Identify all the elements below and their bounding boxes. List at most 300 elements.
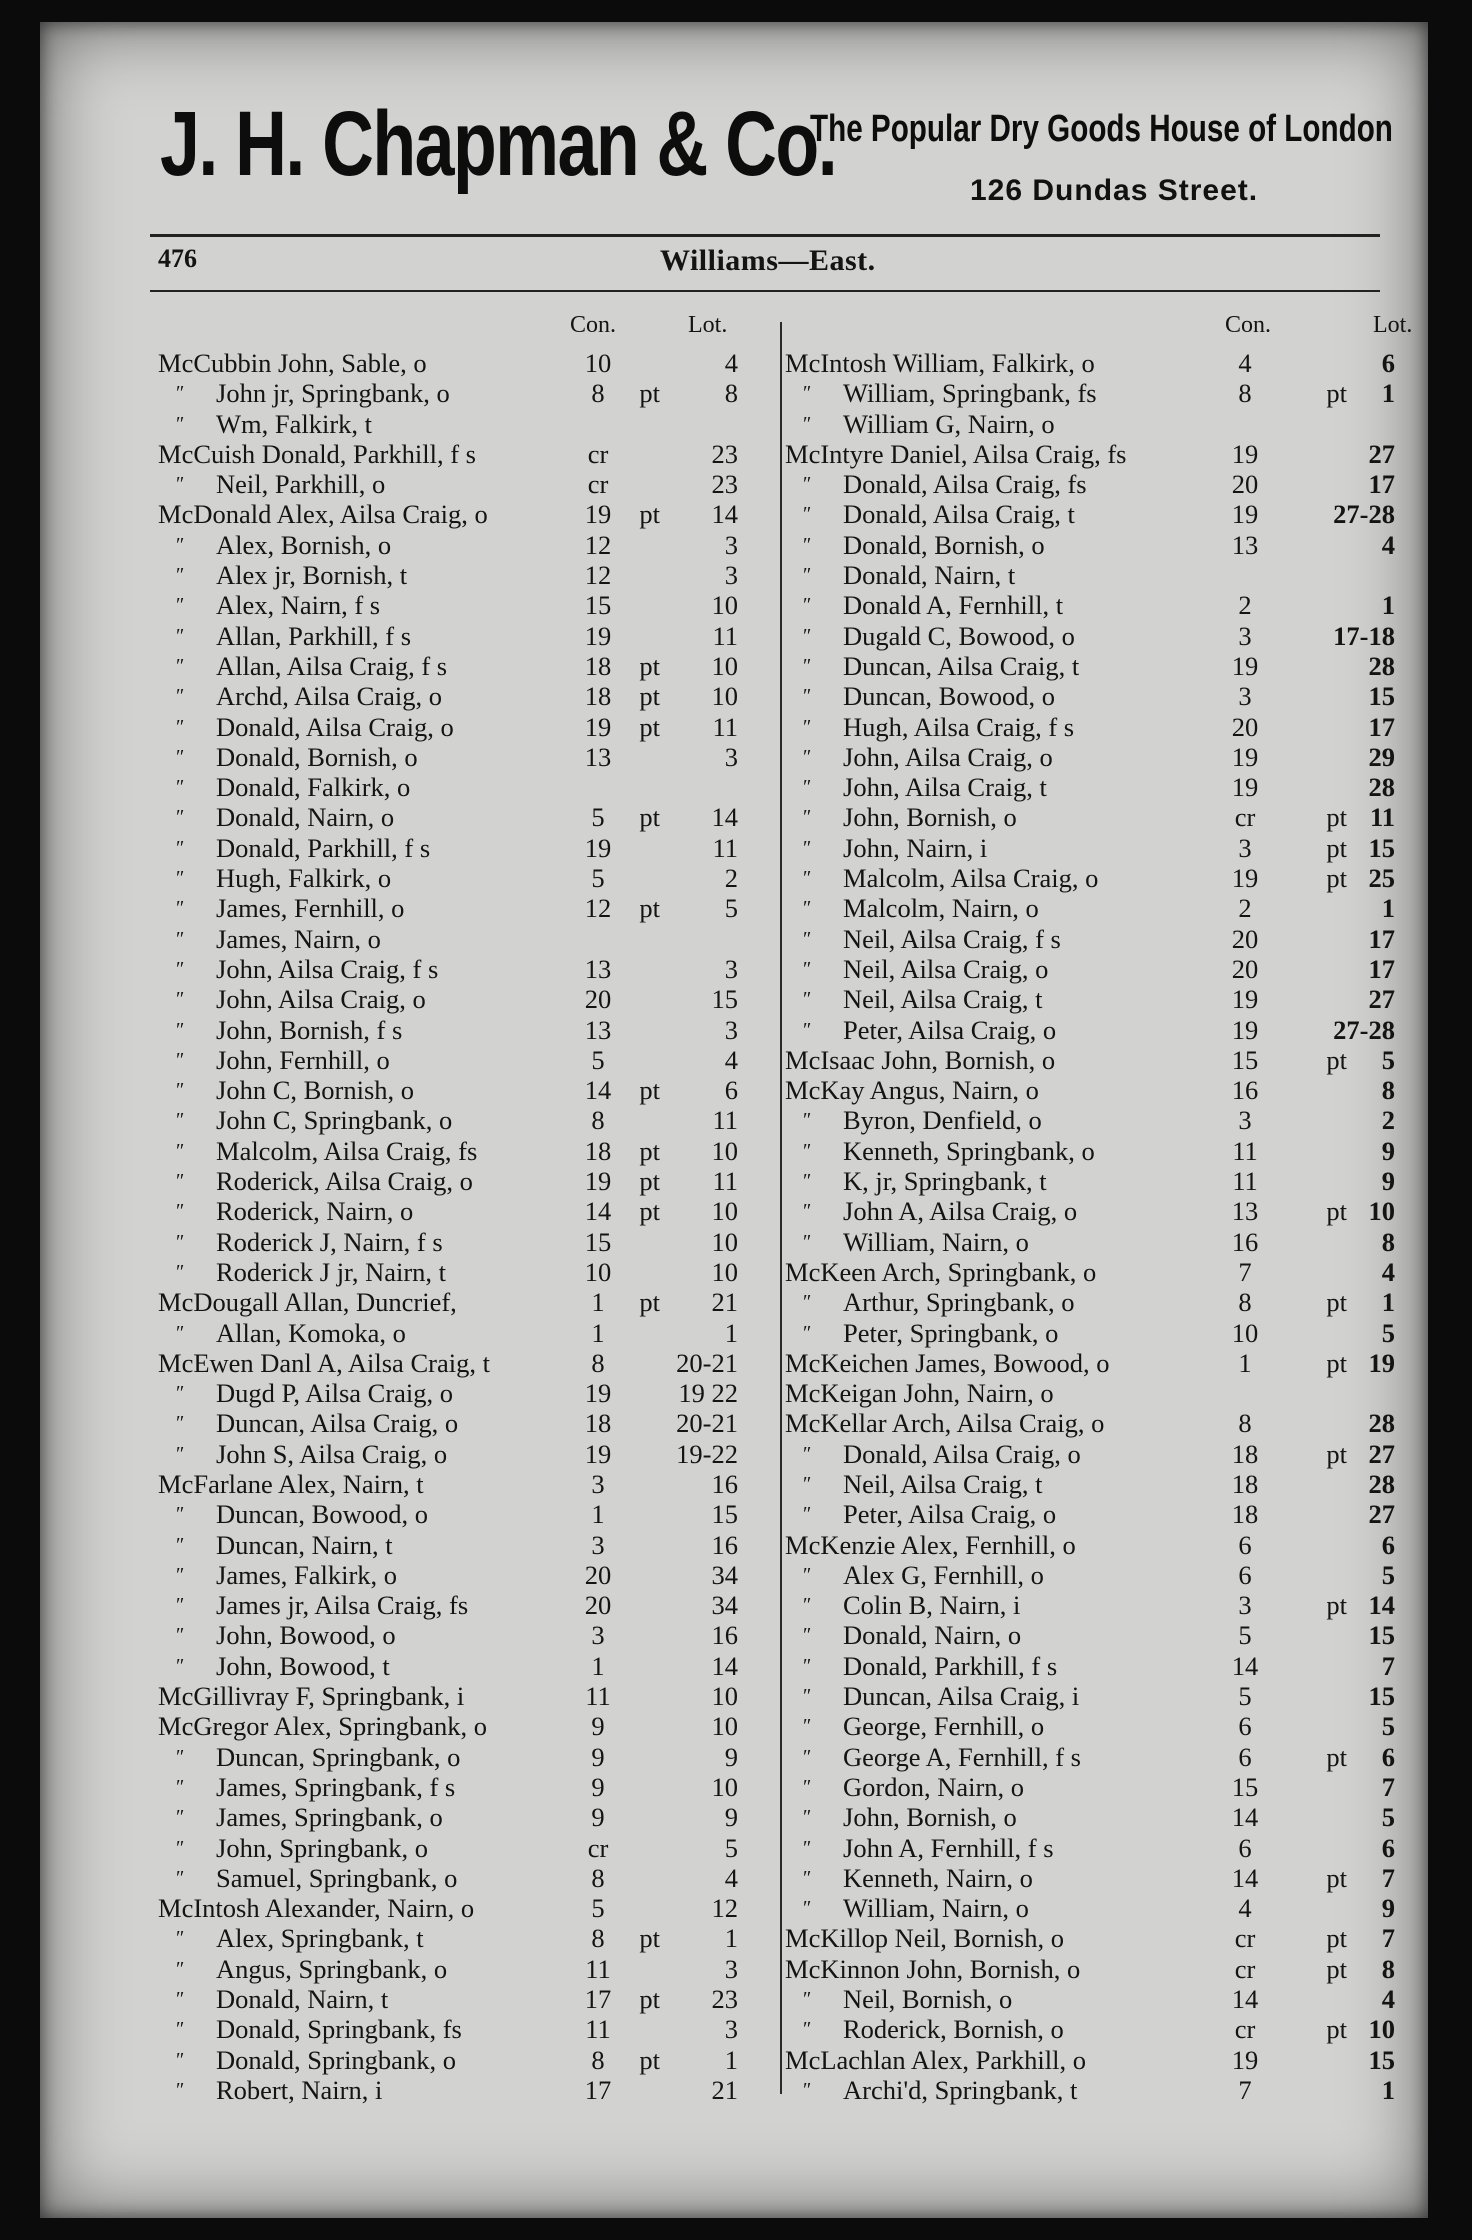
entry-name: ″ Dugd P, Ailsa Craig, o — [216, 1378, 453, 1408]
entry-concession: 11 — [585, 1681, 611, 1712]
lot-heading: Lot. — [688, 312, 728, 338]
entry-name: ″ James, Fernhill, o — [216, 893, 404, 923]
entry-name: ″ Alex G, Fernhill, o — [843, 1560, 1044, 1590]
entry-part: pt — [639, 711, 660, 742]
entry-concession: 8 — [591, 1347, 605, 1378]
directory-entry — [785, 1711, 1405, 1741]
entry-concession: 19 — [1231, 438, 1259, 469]
directory-entry — [785, 1105, 1405, 1135]
entry-lot: 27 — [1368, 1438, 1395, 1469]
directory-entry — [158, 1408, 778, 1438]
entry-lot: 15 — [1368, 1681, 1395, 1712]
entry-name: ″ James, Falkirk, o — [216, 1560, 397, 1590]
entry-name: ″ Donald, Nairn, t — [843, 560, 1015, 590]
entry-concession: 19 — [1231, 1014, 1259, 1045]
entry-lot: 1 — [1381, 590, 1395, 621]
advertisement-header — [160, 92, 1393, 232]
entry-lot: 10 — [1368, 2014, 1395, 2045]
entry-name: ″ Neil, Ailsa Craig, o — [843, 954, 1048, 984]
entry-concession: 1 — [1238, 1347, 1252, 1378]
advertiser-tagline: The Popular Dry Goods House of London — [810, 108, 1393, 150]
entry-name: ″ Donald, Nairn, t — [216, 1984, 388, 2014]
directory-entry — [158, 1560, 778, 1590]
directory-entry — [158, 1227, 778, 1257]
entry-name: ″ John S, Ailsa Craig, o — [216, 1439, 447, 1469]
entry-lot: 17 — [1368, 953, 1395, 984]
entry-concession: 15 — [584, 1226, 612, 1257]
entry-name: ″ Roderick J jr, Nairn, t — [216, 1257, 446, 1287]
entry-lot: 3 — [724, 529, 738, 560]
entry-lot: 1 — [724, 2044, 738, 2075]
directory-entry — [158, 1651, 778, 1681]
entry-lot: 6 — [1381, 1832, 1395, 1863]
entry-name: McIntyre Daniel, Ailsa Craig, fs — [785, 438, 1127, 469]
directory-page — [40, 22, 1428, 2218]
entry-lot: 16 — [711, 1529, 738, 1560]
entry-part: pt — [1326, 1044, 1347, 1075]
entry-lot: 4 — [724, 1044, 738, 1075]
entry-concession: 12 — [584, 529, 612, 560]
directory-entry — [158, 712, 778, 742]
entry-name: ″ Donald, Falkirk, o — [216, 772, 410, 802]
entry-name: ″ John, Ailsa Craig, o — [216, 984, 426, 1014]
entry-name: ″ Roderick, Nairn, o — [216, 1196, 413, 1226]
directory-entry — [158, 2045, 778, 2075]
entry-lot: 10 — [711, 1226, 738, 1257]
entry-concession: 3 — [591, 1468, 605, 1499]
directory-entry — [785, 1772, 1405, 1802]
entry-lot: 11 — [712, 1105, 738, 1136]
entry-concession: 17 — [584, 1984, 612, 2015]
directory-entry — [785, 1893, 1405, 1923]
entry-concession: 19 — [584, 711, 612, 742]
entry-name: McKinnon John, Bornish, o — [785, 1953, 1081, 1984]
entry-lot: 3 — [724, 2014, 738, 2045]
entry-name: ″ Hugh, Falkirk, o — [216, 863, 391, 893]
entry-name: ″ Donald, Parkhill, f s — [843, 1651, 1057, 1681]
directory-entry — [158, 1378, 778, 1408]
entry-name: ″ John, Ailsa Craig, t — [843, 772, 1047, 802]
entry-name: McGregor Alex, Springbank, o — [158, 1711, 487, 1742]
entry-concession: 3 — [1238, 620, 1252, 651]
entry-name: McKay Angus, Nairn, o — [785, 1075, 1039, 1106]
entry-name: ″ William, Nairn, o — [843, 1893, 1029, 1923]
entry-lot: 5 — [1381, 1559, 1395, 1590]
entry-part: pt — [1326, 1741, 1347, 1772]
directory-entry — [158, 1257, 778, 1287]
directory-entry — [785, 621, 1405, 651]
entry-name: ″ John jr, Springbank, o — [216, 378, 450, 408]
directory-entry — [785, 772, 1405, 802]
entry-name: ″ Archi'd, Springbank, t — [843, 2075, 1077, 2105]
entry-concession: 14 — [1231, 1862, 1259, 1893]
entry-concession: 1 — [591, 1287, 605, 1318]
entry-lot: 11 — [712, 620, 738, 651]
entry-name: ″ Alex jr, Bornish, t — [216, 560, 407, 590]
entry-lot: 15 — [711, 984, 738, 1015]
directory-entry — [785, 1923, 1405, 1953]
lot-heading: Lot. — [1373, 312, 1413, 338]
entry-concession: 15 — [584, 590, 612, 621]
entry-part: pt — [639, 1135, 660, 1166]
entry-lot: 7 — [1381, 1862, 1395, 1893]
entry-name: ″ William G, Nairn, o — [843, 409, 1055, 439]
entry-lot: 11 — [712, 1166, 738, 1197]
directory-entry — [158, 1893, 778, 1923]
right-entries — [785, 348, 1405, 2105]
con-heading: Con. — [1225, 312, 1272, 338]
entry-lot: 16 — [711, 1468, 738, 1499]
entry-part: pt — [1326, 1438, 1347, 1469]
entry-concession: 16 — [1231, 1075, 1259, 1106]
directory-entry — [785, 348, 1405, 378]
entry-lot: 2 — [724, 863, 738, 894]
entry-lot: 9 — [1381, 1166, 1395, 1197]
entry-lot: 10 — [711, 1196, 738, 1227]
entry-concession: 19 — [1231, 650, 1259, 681]
entry-lot: 2 — [1381, 1105, 1395, 1136]
entry-lot: 6 — [1381, 1529, 1395, 1560]
entry-name: ″ John, Bowood, o — [216, 1620, 396, 1650]
entry-lot: 7 — [1381, 1923, 1395, 1954]
entry-concession: 19 — [1231, 772, 1259, 803]
entry-part: pt — [639, 1287, 660, 1318]
directory-entry — [785, 409, 1405, 439]
entry-concession: 13 — [1231, 1196, 1259, 1227]
entry-concession: 13 — [584, 1014, 612, 1045]
directory-entry — [158, 1923, 778, 1953]
directory-entry — [158, 1681, 778, 1711]
entry-lot: 12 — [711, 1893, 738, 1924]
entry-lot: 15 — [711, 1499, 738, 1530]
entry-name: ″ Robert, Nairn, i — [216, 2075, 382, 2105]
directory-entry — [785, 1227, 1405, 1257]
directory-entry — [785, 984, 1405, 1014]
directory-entry — [158, 590, 778, 620]
entry-lot: 3 — [724, 1014, 738, 1045]
entry-lot: 20-21 — [676, 1347, 738, 1378]
entry-lot: 19-22 — [676, 1438, 738, 1469]
directory-entry — [785, 1015, 1405, 1045]
entry-lot: 21 — [711, 1287, 738, 1318]
entry-lot: 1 — [1381, 378, 1395, 409]
directory-entry — [785, 1378, 1405, 1408]
entry-lot: 10 — [711, 1135, 738, 1166]
directory-entry — [785, 1833, 1405, 1863]
entry-name: ″ William, Nairn, o — [843, 1227, 1029, 1257]
directory-entry — [158, 651, 778, 681]
entry-lot: 9 — [724, 1802, 738, 1833]
directory-entry — [785, 2014, 1405, 2044]
entry-name: ″ Arthur, Springbank, o — [843, 1287, 1075, 1317]
entry-lot: 7 — [1381, 1771, 1395, 1802]
entry-name: ″ Allan, Komoka, o — [216, 1318, 406, 1348]
directory-entry — [158, 378, 778, 408]
directory-entry — [785, 1651, 1405, 1681]
entry-lot: 10 — [711, 681, 738, 712]
entry-lot: 5 — [1381, 1802, 1395, 1833]
entry-concession: 3 — [1238, 832, 1252, 863]
directory-entry — [785, 893, 1405, 923]
entry-concession: 19 — [1231, 499, 1259, 530]
entry-concession: 9 — [591, 1741, 605, 1772]
entry-name: ″ Neil, Parkhill, o — [216, 469, 385, 499]
entry-concession: 13 — [1231, 529, 1259, 560]
directory-entry — [785, 954, 1405, 984]
entry-name: McIsaac John, Bornish, o — [785, 1044, 1056, 1075]
entry-lot: 5 — [724, 1832, 738, 1863]
entry-name: ″ Dugald C, Bowood, o — [843, 621, 1075, 651]
directory-entry — [785, 1530, 1405, 1560]
entry-name: ″ George A, Fernhill, f s — [843, 1742, 1081, 1772]
entry-concession: 11 — [585, 2014, 611, 2045]
entry-concession: 8 — [1238, 1408, 1252, 1439]
entry-name: ″ Donald, Ailsa Craig, t — [843, 499, 1075, 529]
entry-part: pt — [1326, 1923, 1347, 1954]
entry-name: McDonald Alex, Ailsa Craig, o — [158, 499, 488, 530]
entry-lot: 25 — [1368, 863, 1395, 894]
entry-concession: 8 — [591, 1923, 605, 1954]
entry-concession: 18 — [584, 650, 612, 681]
entry-concession: 3 — [591, 1620, 605, 1651]
entry-name: McCuish Donald, Parkhill, f s — [158, 438, 476, 469]
directory-entry — [158, 1711, 778, 1741]
directory-entry — [785, 469, 1405, 499]
entry-concession: 19 — [584, 620, 612, 651]
directory-entry — [158, 802, 778, 832]
entry-concession: 2 — [1238, 893, 1252, 924]
directory-entry — [158, 1287, 778, 1317]
directory-entry — [785, 1348, 1405, 1378]
entry-name: ″ John A, Ailsa Craig, o — [843, 1196, 1077, 1226]
entry-lot: 17 — [1368, 469, 1395, 500]
entry-part: pt — [639, 650, 660, 681]
header-rule — [150, 234, 1380, 237]
entry-concession: cr — [1234, 2014, 1256, 2045]
entry-lot: 6 — [1381, 1741, 1395, 1772]
page-number: 476 — [158, 244, 197, 273]
entry-lot: 6 — [1381, 348, 1395, 378]
entry-concession: 3 — [1238, 1590, 1252, 1621]
entry-concession: 20 — [1231, 711, 1259, 742]
entry-part: pt — [1326, 1196, 1347, 1227]
entry-concession: 11 — [1232, 1166, 1258, 1197]
entry-concession: 17 — [584, 2074, 612, 2105]
entry-name: ″ Gordon, Nairn, o — [843, 1772, 1024, 1802]
directory-entry — [785, 1863, 1405, 1893]
entry-lot: 11 — [712, 832, 738, 863]
entry-name: ″ Roderick, Ailsa Craig, o — [216, 1166, 473, 1196]
entry-lot: 11 — [1369, 802, 1395, 833]
advertiser-name: J. H. Chapman & Co. — [160, 93, 837, 195]
entry-concession: 8 — [591, 1105, 605, 1136]
directory-entry — [785, 1681, 1405, 1711]
column-divider — [780, 322, 782, 2094]
entry-concession: 20 — [1231, 923, 1259, 954]
entry-concession: 19 — [584, 499, 612, 530]
entry-name: McFarlane Alex, Nairn, t — [158, 1468, 424, 1499]
entry-concession: 18 — [584, 1135, 612, 1166]
directory-entry — [158, 560, 778, 590]
directory-entry — [785, 651, 1405, 681]
entry-lot: 5 — [724, 893, 738, 924]
advertiser-address: 126 Dundas Street. — [970, 174, 1259, 207]
entry-concession: 19 — [584, 832, 612, 863]
entry-name: ″ Duncan, Nairn, t — [216, 1530, 393, 1560]
left-column — [158, 312, 778, 2105]
entry-concession: cr — [587, 438, 609, 469]
entry-name: McCubbin John, Sable, o — [158, 348, 427, 378]
entry-concession: 14 — [1231, 1802, 1259, 1833]
entry-name: ″ Roderick J, Nairn, f s — [216, 1227, 443, 1257]
entry-name: ″ Donald, Nairn, o — [843, 1620, 1021, 1650]
entry-lot: 14 — [1368, 1590, 1395, 1621]
entry-concession: 12 — [584, 560, 612, 591]
entry-lot: 4 — [1381, 1984, 1395, 2015]
entry-name: ″ Peter, Springbank, o — [843, 1318, 1058, 1348]
right-column-header — [785, 312, 1413, 348]
entry-name: ″ John, Bornish, o — [843, 1802, 1017, 1832]
directory-entry — [158, 1499, 778, 1529]
directory-entry — [158, 348, 778, 378]
entry-name: ″ Duncan, Ailsa Craig, t — [843, 651, 1079, 681]
entry-name: ″ Byron, Denfield, o — [843, 1105, 1042, 1135]
entry-concession: 6 — [1238, 1559, 1252, 1590]
entry-name: ″ Malcolm, Ailsa Craig, o — [843, 863, 1098, 893]
directory-entry — [785, 1984, 1405, 2014]
entry-concession: 5 — [591, 1893, 605, 1924]
entry-concession: 4 — [1238, 348, 1252, 378]
entry-name: ″ Duncan, Ailsa Craig, i — [843, 1681, 1079, 1711]
directory-entry — [158, 439, 778, 469]
entry-lot: 1 — [1381, 1287, 1395, 1318]
entry-concession: 15 — [1231, 1044, 1259, 1075]
entry-name: ″ James, Springbank, o — [216, 1802, 443, 1832]
entry-concession: 3 — [591, 1529, 605, 1560]
entry-name: ″ John, Springbank, o — [216, 1833, 428, 1863]
directory-entry — [785, 681, 1405, 711]
directory-entry — [158, 1620, 778, 1650]
entry-concession: 3 — [1238, 1105, 1252, 1136]
entry-concession: 18 — [1231, 1438, 1259, 1469]
entry-lot: 8 — [724, 378, 738, 409]
entry-name: ″ William, Springbank, fs — [843, 378, 1097, 408]
entry-lot: 10 — [1368, 1196, 1395, 1227]
directory-entry — [158, 1015, 778, 1045]
directory-entry — [785, 530, 1405, 560]
entry-concession: 18 — [584, 1408, 612, 1439]
entry-name: ″ John, Nairn, i — [843, 833, 987, 863]
directory-entry — [785, 1318, 1405, 1348]
directory-entry — [158, 1863, 778, 1893]
entry-lot: 10 — [711, 1681, 738, 1712]
entry-concession: 3 — [1238, 681, 1252, 712]
entry-name: ″ Donald, Ailsa Craig, o — [216, 712, 454, 742]
entry-lot: 10 — [711, 650, 738, 681]
directory-entry — [785, 1469, 1405, 1499]
entry-lot: 3 — [724, 741, 738, 772]
entry-name: ″ John A, Fernhill, f s — [843, 1833, 1054, 1863]
entry-concession: 5 — [1238, 1620, 1252, 1651]
entry-name: ″ Duncan, Springbank, o — [216, 1742, 460, 1772]
entry-name: ″ Donald, Nairn, o — [216, 802, 394, 832]
entry-lot: 28 — [1368, 650, 1395, 681]
entry-part: pt — [639, 378, 660, 409]
entry-concession: 1 — [591, 1499, 605, 1530]
entry-part: pt — [639, 1075, 660, 1106]
directory-entry — [785, 1620, 1405, 1650]
entry-part: pt — [639, 802, 660, 833]
entry-name: McLachlan Alex, Parkhill, o — [785, 2044, 1086, 2075]
entry-lot: 10 — [711, 590, 738, 621]
entry-concession: 19 — [584, 1438, 612, 1469]
entry-concession: 19 — [584, 1166, 612, 1197]
entry-concession: 1 — [591, 1650, 605, 1681]
directory-entry — [158, 863, 778, 893]
entry-lot: 4 — [1381, 1256, 1395, 1287]
entry-name: ″ Colin B, Nairn, i — [843, 1590, 1020, 1620]
entry-name: ″ Neil, Ailsa Craig, t — [843, 984, 1042, 1014]
entry-part: pt — [639, 681, 660, 712]
entry-part: pt — [1326, 378, 1347, 409]
directory-entry — [158, 833, 778, 863]
entry-part: pt — [639, 1984, 660, 2015]
entry-concession: 6 — [1238, 1832, 1252, 1863]
directory-entry — [158, 1954, 778, 1984]
entry-name: ″ George, Fernhill, o — [843, 1711, 1044, 1741]
section-rule — [150, 290, 1380, 292]
entry-name: McEwen Danl A, Ailsa Craig, t — [158, 1347, 490, 1378]
entry-name: ″ Alex, Springbank, t — [216, 1923, 424, 1953]
entry-lot: 34 — [711, 1590, 738, 1621]
entry-name: ″ Donald, Springbank, o — [216, 2045, 456, 2075]
directory-entry — [785, 924, 1405, 954]
entry-name: ″ Donald, Springbank, fs — [216, 2014, 462, 2044]
entry-lot: 8 — [1381, 1075, 1395, 1106]
directory-entry — [158, 530, 778, 560]
entry-name: ″ Angus, Springbank, o — [216, 1954, 447, 1984]
entry-lot: 5 — [1381, 1711, 1395, 1742]
entry-concession: 11 — [585, 1953, 611, 1984]
directory-entry — [158, 2014, 778, 2044]
directory-entry — [158, 954, 778, 984]
entry-concession: 9 — [591, 1802, 605, 1833]
directory-entry — [158, 1742, 778, 1772]
entry-concession: 8 — [1238, 378, 1252, 409]
entry-lot: 17 — [1368, 711, 1395, 742]
entry-lot: 8 — [1381, 1953, 1395, 1984]
entry-concession: 8 — [591, 378, 605, 409]
entry-lot: 3 — [724, 560, 738, 591]
entry-lot: 10 — [711, 1771, 738, 1802]
entry-lot: 19 — [1368, 1347, 1395, 1378]
directory-entry — [785, 2045, 1405, 2075]
directory-entry — [785, 802, 1405, 832]
directory-entry — [785, 1439, 1405, 1469]
directory-entry — [785, 1287, 1405, 1317]
entry-lot: 9 — [724, 1741, 738, 1772]
entry-concession: 19 — [1231, 863, 1259, 894]
entry-concession: 5 — [1238, 1681, 1252, 1712]
entry-lot: 23 — [711, 438, 738, 469]
directory-entry — [785, 1590, 1405, 1620]
entry-name: ″ Peter, Ailsa Craig, o — [843, 1015, 1056, 1045]
entry-name: ″ John, Bornish, o — [843, 802, 1017, 832]
entry-name: ″ Roderick, Bornish, o — [843, 2014, 1064, 2044]
entry-lot: 14 — [711, 1650, 738, 1681]
entry-concession: 20 — [584, 1559, 612, 1590]
entry-concession: 1 — [591, 1317, 605, 1348]
